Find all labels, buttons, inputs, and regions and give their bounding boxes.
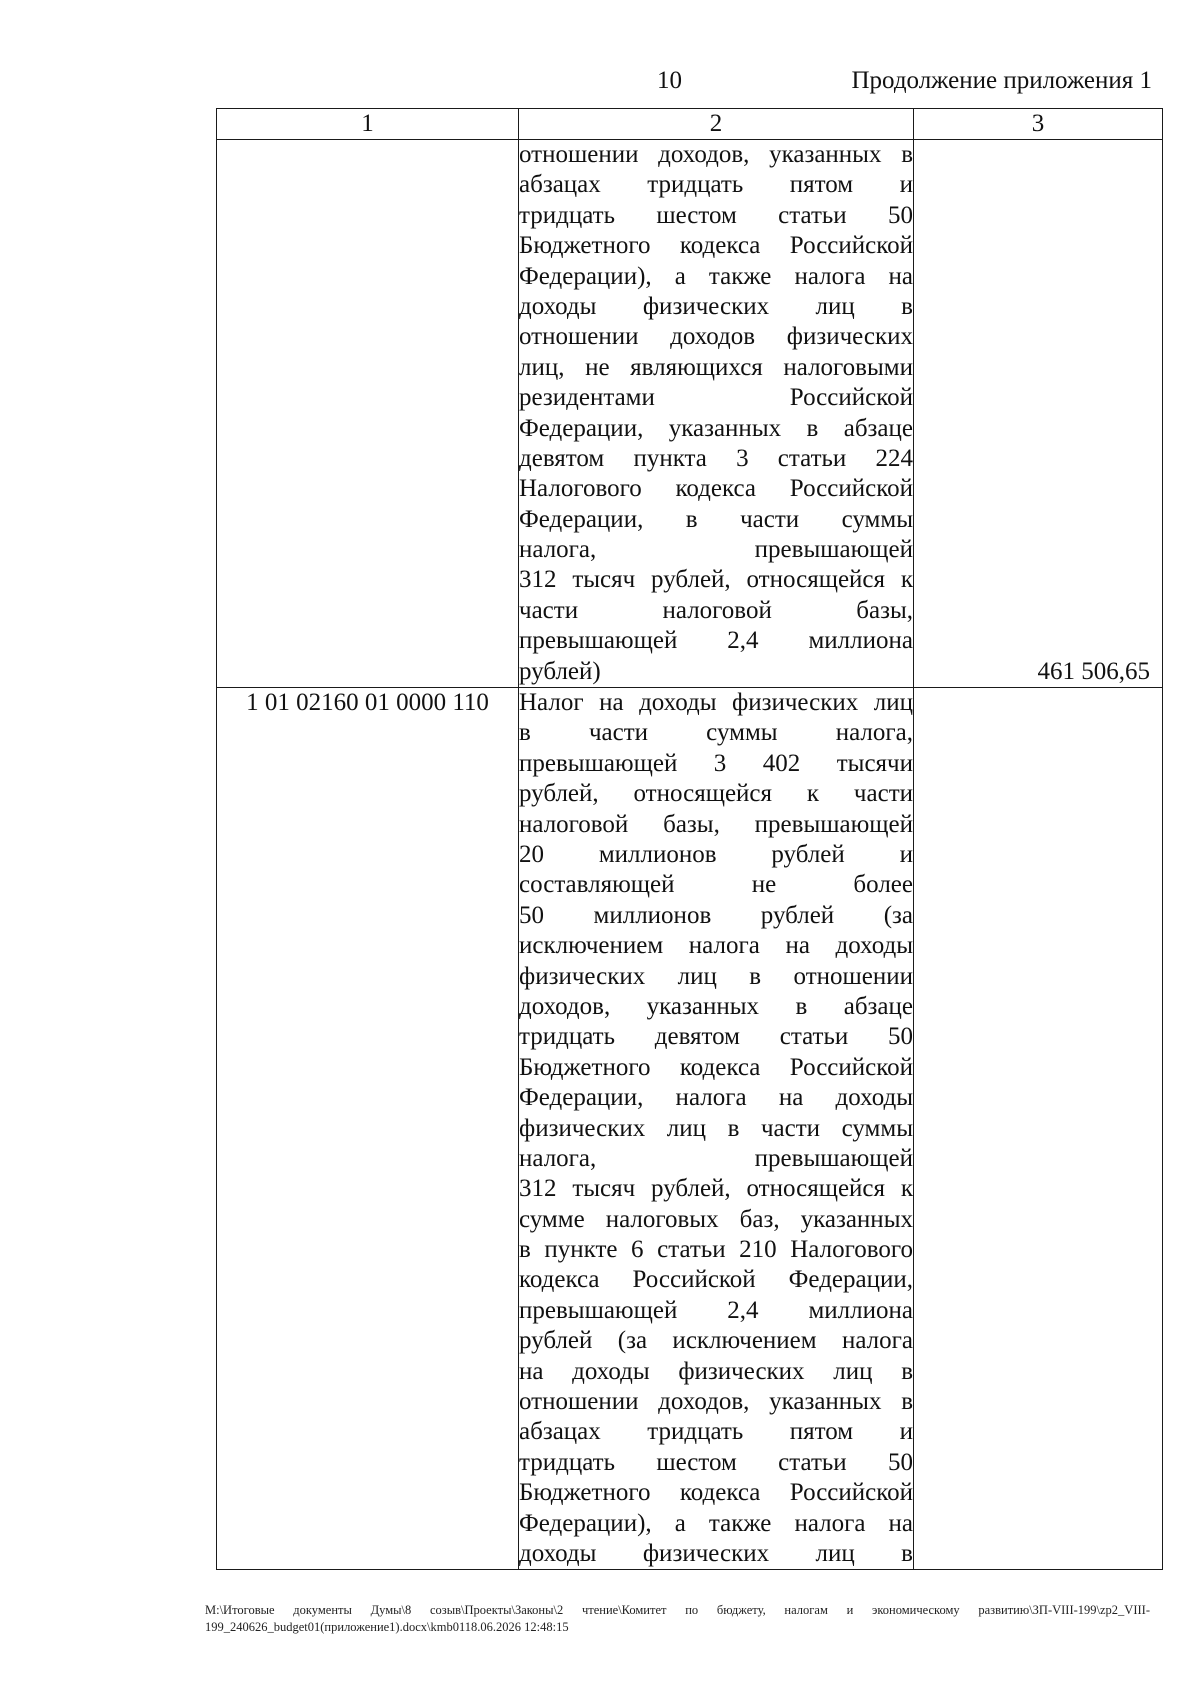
description-line: 312 тысяч рублей, относящейся к xyxy=(519,566,913,594)
description-line: исключением налога на доходы xyxy=(519,932,913,960)
footer-path-line-2: 199_240626_budget01(приложение1).docx\kmb0118.06.2026 12:48:15 xyxy=(205,1620,569,1634)
description-line: части налоговой базы, xyxy=(519,596,913,624)
appendix-table xyxy=(216,108,1163,1570)
income-code-cell xyxy=(217,140,519,688)
description-line: Федерации, указанных в абзаце xyxy=(519,414,913,442)
description-line: лиц, не являющихся налоговыми xyxy=(519,353,913,381)
description-line: доходов, указанных в абзаце xyxy=(519,992,913,1020)
description-line: Бюджетного кодекса Российской xyxy=(519,232,913,260)
description-line: составляющей не более xyxy=(519,871,913,899)
description-line: кодекса Российской Федерации, xyxy=(519,1266,913,1294)
description-line: физических лиц в части суммы xyxy=(519,1114,913,1142)
description-line: сумме налоговых баз, указанных xyxy=(519,1205,913,1233)
description-line: отношении доходов, указанных в xyxy=(519,1388,913,1416)
description-line: 312 тысяч рублей, относящейся к xyxy=(519,1175,913,1203)
description-line: абзацах тридцать пятом и xyxy=(519,171,913,199)
description-line: рублей) xyxy=(519,657,601,685)
description-line: физических лиц в отношении xyxy=(519,962,913,990)
description-line: налоговой базы, превышающей xyxy=(519,810,913,838)
description-line: Федерации, в части суммы xyxy=(519,505,913,533)
table-row xyxy=(217,688,1163,1570)
description-line: Федерации, налога на доходы xyxy=(519,1084,913,1112)
income-code-cell: 1 01 02160 01 0000 110 xyxy=(217,688,519,1570)
column-header-1: 1 xyxy=(217,109,519,140)
description-line: налога, превышающей xyxy=(519,536,913,564)
income-description-cell xyxy=(519,688,914,1570)
description-line: абзацах тридцать пятом и xyxy=(519,1418,913,1446)
description-line: превышающей 2,4 миллиона xyxy=(519,627,913,655)
description-line: Бюджетного кодекса Российской xyxy=(519,1053,913,1081)
continuation-label: Продолжение приложения 1 xyxy=(851,67,1152,94)
column-header-2: 2 xyxy=(519,109,914,140)
description-line: доходы физических лиц в xyxy=(519,1539,913,1567)
description-line: превышающей 3 402 тысячи xyxy=(519,749,913,777)
amount-cell xyxy=(914,688,1163,1570)
description-line: превышающей 2,4 миллиона xyxy=(519,1296,913,1324)
description-line: отношении доходов, указанных в xyxy=(519,141,913,168)
amount-cell xyxy=(914,140,1163,688)
description-line: Федерации), а также налога на xyxy=(519,262,913,290)
description-line: тридцать девятом статьи 50 xyxy=(519,1023,913,1051)
description-line: налога, превышающей xyxy=(519,1144,913,1172)
description-line: Налогового кодекса Российской xyxy=(519,475,913,503)
table-row xyxy=(217,140,1163,688)
description-line: Бюджетного кодекса Российской xyxy=(519,1479,913,1507)
page-number: 10 xyxy=(657,67,682,94)
description-line: 20 миллионов рублей и xyxy=(519,840,913,868)
description-line: тридцать шестом статьи 50 xyxy=(519,201,913,229)
table-header-row xyxy=(217,109,1163,140)
description-line: тридцать шестом статьи 50 xyxy=(519,1448,913,1476)
description-line: отношении доходов физических xyxy=(519,323,913,351)
footer-path-line-1: M:\Итоговые документы Думы\8 созыв\Проекты\Законы\2 чтение\Комитет по бюджету, налогам и экономическому развитию\ЗП-VIII-199\zp2_VIII- xyxy=(205,1603,1150,1617)
description-line: на доходы физических лиц в xyxy=(519,1357,913,1385)
description-line: Федерации), а также налога на xyxy=(519,1509,913,1537)
column-header-3: 3 xyxy=(914,109,1163,140)
description-line: рублей (за исключением налога xyxy=(519,1327,913,1355)
file-path-footer xyxy=(205,1602,1150,1636)
description-line: Налог на доходы физических лиц xyxy=(519,689,913,717)
description-line: 50 миллионов рублей (за xyxy=(519,901,913,929)
amount-value: 461 506,65 xyxy=(1037,658,1150,686)
description-line: в части суммы налога, xyxy=(519,719,913,747)
description-line: резидентами Российской xyxy=(519,384,913,412)
description-line: рублей, относящейся к части xyxy=(519,780,913,808)
description-line: в пункте 6 статьи 210 Налогового xyxy=(519,1236,913,1264)
income-description-cell xyxy=(519,140,914,688)
description-line: доходы физических лиц в xyxy=(519,292,913,320)
description-line: девятом пункта 3 статьи 224 xyxy=(519,444,913,472)
